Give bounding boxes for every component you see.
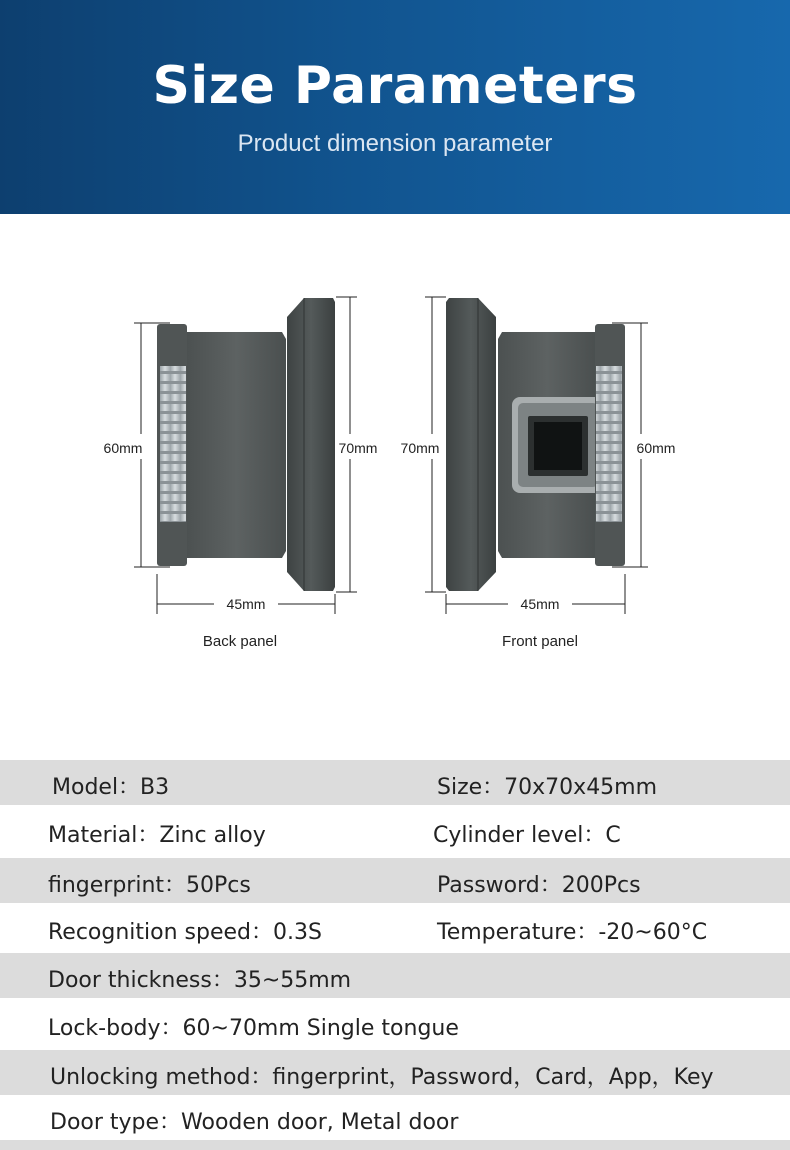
back-panel-drawing (104, 297, 378, 650)
back-body (187, 332, 286, 558)
front-grip (596, 366, 622, 522)
spec-recognition: Recognition speed：0.3S (48, 920, 322, 945)
fingerprint-sensor-window (534, 422, 582, 470)
spec-unlocking: Unlocking method：fingerprint，Password，Card，App，Key (50, 1065, 714, 1090)
back-panel-caption: Back panel (202, 633, 278, 650)
page-title: Size Parameters (152, 56, 638, 116)
spec-lock-body: Lock-body：60~70mm Single tongue (48, 1016, 459, 1041)
spec-row (0, 998, 790, 1050)
back-bottom-dim-label: 45mm (226, 596, 266, 612)
spec-row (0, 805, 790, 858)
dimension-drawing (0, 214, 790, 760)
back-right-dim-label: 70mm (338, 440, 378, 456)
spec-temperature: Temperature：-20~60°C (437, 920, 708, 945)
spec-door-thickness: Door thickness：35~55mm (48, 968, 352, 993)
spec-row (0, 1050, 790, 1095)
front-left-dim-label: 70mm (400, 440, 440, 456)
spec-cylinder: Cylinder level：C (433, 823, 621, 848)
spec-model: Model：B3 (52, 775, 170, 800)
spec-door-type: Door type：Wooden door, Metal door (50, 1110, 459, 1135)
front-plate (446, 298, 496, 591)
spec-bottom-strip (0, 1140, 790, 1150)
page-subtitle: Product dimension parameter (237, 130, 553, 157)
spec-row (0, 953, 790, 998)
front-right-dim-label: 60mm (636, 440, 676, 456)
spec-password: Password：200Pcs (437, 873, 641, 898)
spec-size: Size：70x70x45mm (437, 775, 658, 800)
front-bottom-dim-label: 45mm (520, 596, 560, 612)
spec-row (0, 903, 790, 953)
spec-row (0, 1095, 790, 1140)
spec-fingerprint: fingerprint：50Pcs (48, 873, 251, 898)
spec-row (0, 858, 790, 903)
spec-material: Material：Zinc alloy (48, 823, 266, 848)
dimension-diagram (0, 214, 790, 760)
back-plate (287, 298, 335, 591)
front-panel-caption: Front panel (502, 633, 578, 650)
front-panel-drawing (401, 297, 676, 650)
spec-row (0, 760, 790, 805)
back-left-dim-label: 60mm (103, 440, 143, 456)
header-banner (0, 0, 790, 214)
back-grip (160, 366, 186, 522)
